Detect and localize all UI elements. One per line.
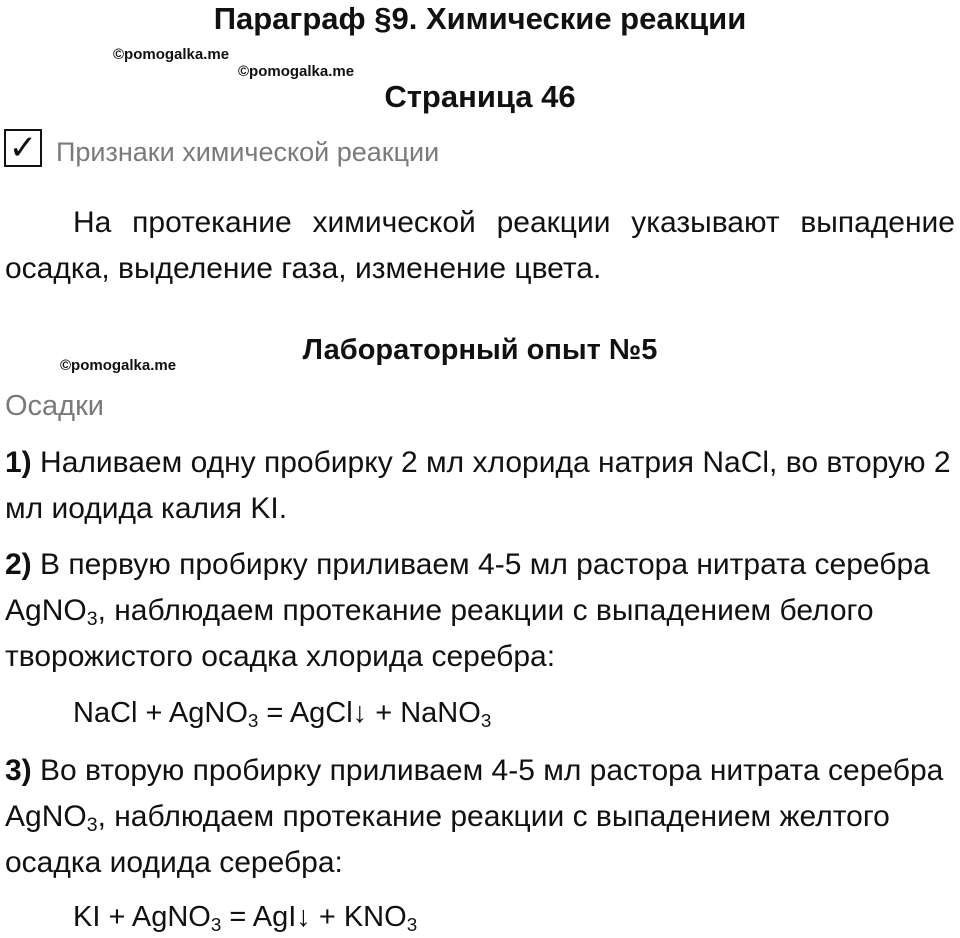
watermark: ©pomogalka.me: [238, 63, 355, 80]
subscript: 3: [406, 914, 418, 935]
step-3: [5, 748, 955, 886]
step-text: Во вторую пробирку приливаем 4-5 мл растора нитрата серебра AgNO: [5, 754, 944, 833]
subscript: 3: [480, 710, 492, 731]
step-text: , наблюдаем протекание реакции с выпадением желтого осадка иодида серебра:: [5, 800, 890, 879]
step-1: [5, 440, 955, 532]
subscript: 3: [86, 814, 98, 836]
step-number: 1): [5, 446, 32, 479]
page-title: Параграф §9. Химические реакции: [213, 1, 747, 36]
step-2: [5, 542, 955, 680]
equation-part: = AgCl↓ + NaNO: [258, 697, 481, 729]
subscript: 3: [247, 710, 259, 731]
intro-paragraph: На протекание химической реакции указывают выпадение осадка, выделение газа, изменение цвета.: [5, 206, 955, 285]
watermark: ©pomogalka.me: [113, 46, 230, 63]
equation-part: KI + AgNO: [73, 901, 211, 933]
topic-label: Признаки химической реакции: [56, 137, 440, 167]
lab-subtitle: Осадки: [5, 390, 104, 422]
equation-part: = AgI↓ + KNO: [221, 901, 407, 933]
step-text: В первую пробирку приливаем 4-5 мл растора нитрата серебра AgNO: [5, 548, 930, 627]
equation-2: [73, 896, 417, 938]
checkmark-icon: ✓: [4, 129, 42, 167]
equation-1: [73, 692, 491, 734]
equation-part: NaCl + AgNO: [73, 697, 248, 729]
step-number: 3): [5, 754, 32, 787]
subscript: 3: [210, 914, 222, 935]
page-number-heading: Страница 46: [384, 79, 576, 114]
step-text: Наливаем одну пробирку 2 мл хлорида натрия NaCl, во вторую 2 мл иодида калия KI.: [5, 446, 951, 525]
lab-title: Лабораторный опыт №5: [302, 334, 658, 366]
step-number: 2): [5, 548, 32, 581]
step-text: , наблюдаем протекание реакции с выпадением белого творожистого осадка хлорида серебра:: [5, 594, 874, 673]
watermark: ©pomogalka.me: [60, 357, 177, 374]
subscript: 3: [86, 608, 98, 630]
